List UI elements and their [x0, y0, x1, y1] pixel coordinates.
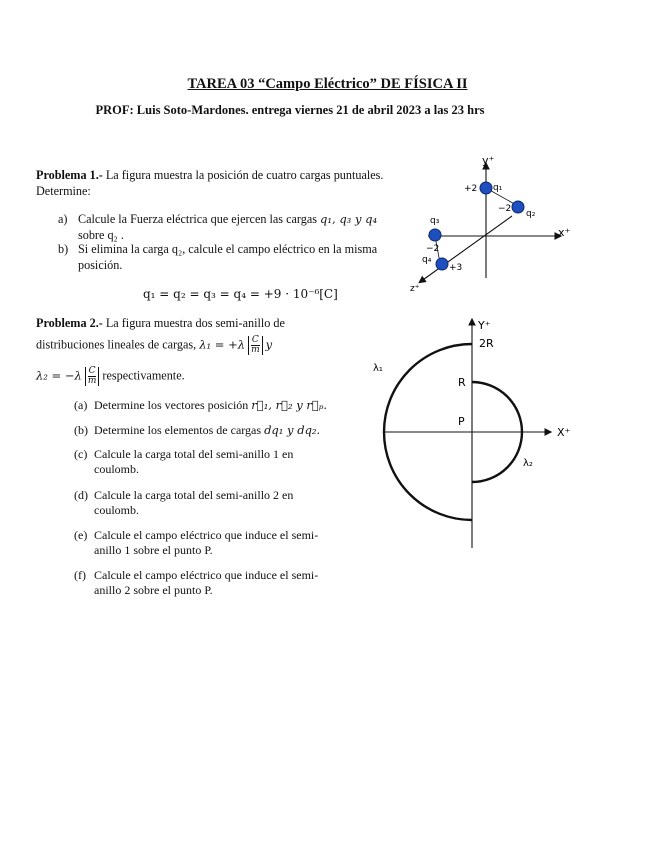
- problem1-intro: [36, 168, 406, 199]
- charge-q2: [512, 201, 524, 213]
- p1-z-label: z⁺: [410, 284, 420, 294]
- problem1-item-a-text2: sobre q₂ .: [78, 227, 124, 242]
- label-p: P: [458, 415, 465, 428]
- problem2-item-d-marker: (d): [74, 488, 88, 502]
- problem2-item-b-text: Determine los elementos de cargas: [94, 423, 262, 437]
- problem2-item-b-marker: (b): [74, 423, 88, 437]
- problem2-semi-rings-figure: [360, 312, 590, 552]
- lambda1-expression: λ₁ = +λ: [199, 337, 246, 352]
- problem2-item-a-text: Determine los vectores posición: [94, 398, 249, 412]
- problem2-item-a: [94, 398, 354, 413]
- problem2-item-b: [94, 423, 354, 438]
- problem1-item-b-text2: posición.: [78, 257, 123, 272]
- problem2-item-a-marker: (a): [74, 398, 88, 412]
- problem2-item-e-marker: (e): [74, 528, 88, 542]
- y-word: y: [265, 337, 273, 352]
- problem2-item-e-text2: anillo 1 sobre el punto P.: [94, 543, 213, 557]
- problem2-lambda1-line: [36, 336, 376, 355]
- lambda2-units-num: C: [88, 366, 96, 376]
- problem2-item-b-math: dq₁ y dq₂.: [264, 423, 321, 437]
- problem1-item-a-text: Calcule la Fuerza eléctrica que ejercen las cargas: [78, 212, 317, 226]
- charge-q3: [429, 229, 441, 241]
- q4-name-label: q₄: [422, 255, 432, 265]
- problem2-intro: [36, 316, 366, 332]
- problem1-equation: q₁ = q₂ = q₃ = q₄ = +9 · 10⁻⁶[C]: [143, 287, 338, 301]
- professor-line: PROF: Luis Soto-Mardones. entrega viernes 21 de abril 2023 a las 23 hrs: [95, 103, 485, 117]
- problem2-item-d-text: Calcule la carga total del semi-anillo 2 en: [94, 488, 294, 502]
- q3-charge-label: −2: [426, 244, 440, 254]
- respectively-text: respectivamente.: [102, 368, 185, 383]
- charge-q1: [480, 182, 492, 194]
- q1-name-label: q₁: [493, 183, 503, 193]
- q2-name-label: q₂: [526, 209, 536, 219]
- problem2-item-f-marker: (f): [74, 568, 86, 582]
- problem2-lambda2-line: [36, 367, 376, 386]
- lambda1-units: [248, 336, 263, 355]
- p2-y-label: Y⁺: [478, 319, 491, 332]
- problem1-intro-text2: Determine:: [36, 183, 91, 198]
- problem1-charges-figure: [400, 150, 580, 296]
- problem1-item-b: [78, 242, 408, 273]
- problem2-item-e-text: Calcule el campo eléctrico que induce el semi-: [94, 528, 319, 542]
- p1-x-label: x⁺: [558, 226, 571, 239]
- q3-name-label: q₃: [430, 216, 440, 226]
- problem2-item-f: [94, 568, 354, 598]
- problem2-intro-text: La figura muestra dos semi-anillo de: [102, 316, 285, 330]
- problem1-intro-text: La figura muestra la posición de cuatro cargas puntuales.: [102, 168, 384, 182]
- problem2-item-d-text2: coulomb.: [94, 503, 139, 517]
- problem2-item-e: [94, 528, 354, 558]
- problem1-item-b-marker: b): [58, 242, 69, 256]
- problem2-label: Problema 2.-: [36, 316, 103, 330]
- problem1-item-b-text: Si elimina la carga q₂, calcule el campo eléctrico en la misma: [78, 242, 378, 256]
- problem1-item-a-math: q₁, q₃ y q₄: [320, 212, 378, 226]
- p1-y-label: y⁺: [482, 154, 495, 167]
- problem2-item-c-text2: coulomb.: [94, 462, 139, 476]
- q4-charge-label: +3: [449, 263, 463, 273]
- label-2r: 2R: [479, 337, 494, 350]
- problem2-item-f-text: Calcule el campo eléctrico que induce el semi-: [94, 568, 319, 582]
- lambda1-units-den: m: [251, 345, 260, 355]
- problem1-label: Problema 1.-: [36, 168, 103, 182]
- label-lambda1: λ₁: [373, 363, 383, 374]
- charge-q4: [436, 258, 448, 270]
- lambda2-units: [85, 367, 100, 386]
- problem2-item-c: [94, 447, 354, 477]
- lambda2-units-den: m: [87, 376, 97, 386]
- q2-charge-label: −2: [498, 204, 512, 214]
- problem2-item-c-text: Calcule la carga total del semi-anillo 1 en: [94, 447, 294, 461]
- q1-charge-label: +2: [464, 184, 478, 194]
- document-title: TAREA 03 “Campo Eléctrico” DE FÍSICA II: [187, 76, 468, 92]
- problem1-item-a-marker: a): [58, 212, 68, 226]
- problem2-item-c-marker: (c): [74, 447, 88, 461]
- label-lambda2: λ₂: [523, 458, 533, 469]
- problem2-intro2: distribuciones lineales de cargas,: [36, 337, 197, 352]
- label-r: R: [458, 376, 466, 389]
- lambda1-units-num: C: [251, 335, 259, 345]
- problem2-item-a-math: r⃗₁, r⃗₂ y r⃗ₚ.: [251, 398, 328, 412]
- lambda2-expression: λ₂ = −λ: [36, 368, 82, 383]
- problem2-item-f-text2: anillo 2 sobre el punto P.: [94, 583, 213, 597]
- problem2-item-d: [94, 488, 354, 518]
- problem1-item-a: [78, 212, 408, 243]
- p2-x-label: X⁺: [557, 426, 571, 439]
